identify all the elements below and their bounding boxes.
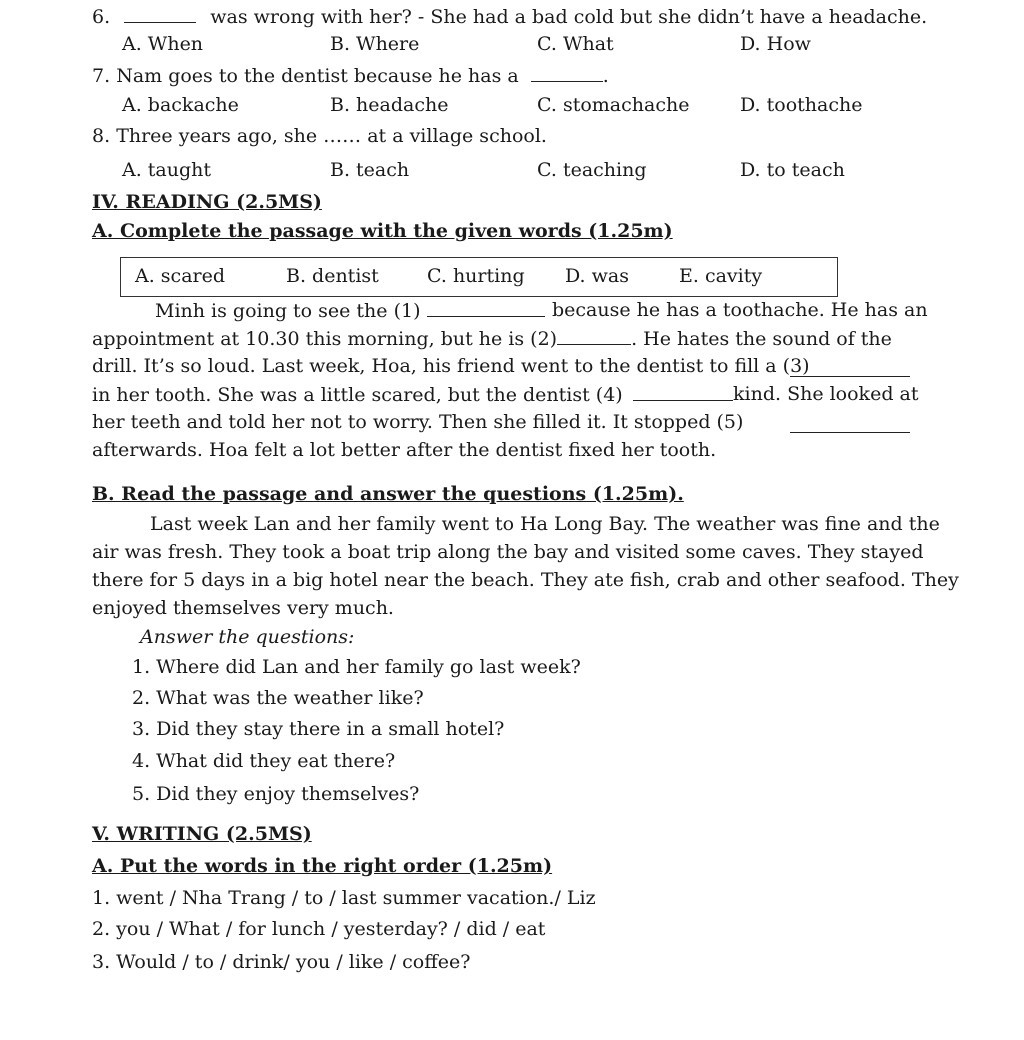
word-bank — [120, 257, 838, 297]
answer-blank-2[interactable] — [557, 326, 631, 345]
option-b[interactable]: B. teach — [330, 159, 410, 181]
comprehension-question: 2. What was the weather like? — [132, 687, 424, 709]
question-number: 8. — [92, 125, 111, 147]
passage-b-line: air was fresh. They took a boat trip along the bay and visited some caves. They stayed — [92, 541, 924, 563]
question-text: Nam goes to the dentist because he has a — [116, 65, 519, 87]
question-8 — [92, 124, 547, 148]
reorder-item: 2. you / What / for lunch / yesterday? / did / eat — [92, 918, 546, 940]
word-bank-item: D. was — [565, 265, 629, 287]
question-text: Three years ago, she …… at a village school. — [116, 125, 547, 147]
question-7 — [92, 63, 609, 88]
question-number: 7. — [92, 65, 111, 87]
option-b[interactable]: B. headache — [330, 94, 449, 116]
passage-b-line: enjoyed themselves very much. — [92, 597, 394, 619]
passage-a-line: afterwards. Hoa felt a lot better after the dentist fixed her tooth. — [92, 439, 717, 461]
passage-a-line — [155, 298, 545, 323]
passage-text: kind. She looked at — [733, 383, 919, 405]
answer-blank-5[interactable] — [790, 414, 910, 433]
word-bank-item: A. scared — [135, 265, 226, 287]
passage-a-line — [92, 382, 733, 407]
reorder-item: 1. went / Nha Trang / to / last summer vacation./ Liz — [92, 887, 596, 909]
word-bank-item: B. dentist — [286, 265, 379, 287]
option-c[interactable]: C. What — [537, 33, 614, 55]
reorder-item: 3. Would / to / drink/ you / like / coffee? — [92, 951, 471, 973]
option-b[interactable]: B. Where — [330, 33, 420, 55]
option-d[interactable]: D. toothache — [740, 94, 863, 116]
comprehension-question: 5. Did they enjoy themselves? — [132, 783, 420, 805]
option-a[interactable]: A. taught — [122, 159, 212, 181]
option-a[interactable]: A. When — [122, 33, 204, 55]
passage-text: in her tooth. She was a little scared, but the dentist (4) — [92, 384, 623, 406]
reading-part-a-heading: A. Complete the passage with the given words (1.25m) — [92, 220, 673, 242]
reading-part-b-heading: B. Read the passage and answer the questions (1.25m). — [92, 483, 684, 505]
option-d[interactable]: D. How — [740, 33, 811, 55]
comprehension-question: 4. What did they eat there? — [132, 750, 396, 772]
answer-blank[interactable] — [531, 63, 603, 82]
passage-a-line — [92, 326, 892, 351]
passage-text: her teeth and told her not to worry. Then she filled it. It stopped (5) — [92, 411, 744, 433]
passage-text: because he has a toothache. He has an — [552, 299, 928, 321]
passage-text: . He hates the sound of the — [631, 328, 892, 350]
option-c[interactable]: C. stomachache — [537, 94, 690, 116]
word-bank-item: E. cavity — [679, 265, 763, 287]
writing-part-a-heading: A. Put the words in the right order (1.25m) — [92, 855, 553, 877]
writing-section-heading: V. WRITING (2.5MS) — [92, 823, 312, 845]
answer-instruction: Answer the questions: — [140, 626, 355, 648]
passage-b-line: Last week Lan and her family went to Ha Long Bay. The weather was fine and the — [150, 513, 940, 535]
passage-a-line — [92, 354, 810, 378]
passage-text: Minh is going to see the (1) — [155, 300, 421, 322]
passage-b-line: there for 5 days in a big hotel near the beach. They ate fish, crab and other seafood. They — [92, 569, 959, 591]
answer-blank[interactable] — [124, 4, 196, 23]
question-number: 6. — [92, 6, 111, 28]
question-end: . — [602, 65, 609, 87]
option-a[interactable]: A. backache — [122, 94, 239, 116]
passage-text: appointment at 10.30 this morning, but he is (2) — [92, 328, 558, 350]
comprehension-question: 1. Where did Lan and her family go last week? — [132, 656, 581, 678]
question-6 — [92, 4, 927, 29]
question-text: was wrong with her? - She had a bad cold but she didn’t have a headache. — [210, 6, 928, 28]
answer-blank-3[interactable] — [790, 358, 910, 377]
option-c[interactable]: C. teaching — [537, 159, 647, 181]
reading-section-heading: IV. READING (2.5MS) — [92, 191, 322, 213]
answer-blank-4[interactable] — [633, 382, 733, 401]
option-d[interactable]: D. to teach — [740, 159, 845, 181]
answer-blank-1[interactable] — [427, 298, 545, 317]
word-bank-item: C. hurting — [427, 265, 525, 287]
passage-text: drill. It’s so loud. Last week, Hoa, his friend went to the dentist to fill a (3) — [92, 355, 810, 377]
passage-a-line — [92, 410, 743, 434]
comprehension-question: 3. Did they stay there in a small hotel? — [132, 718, 505, 740]
